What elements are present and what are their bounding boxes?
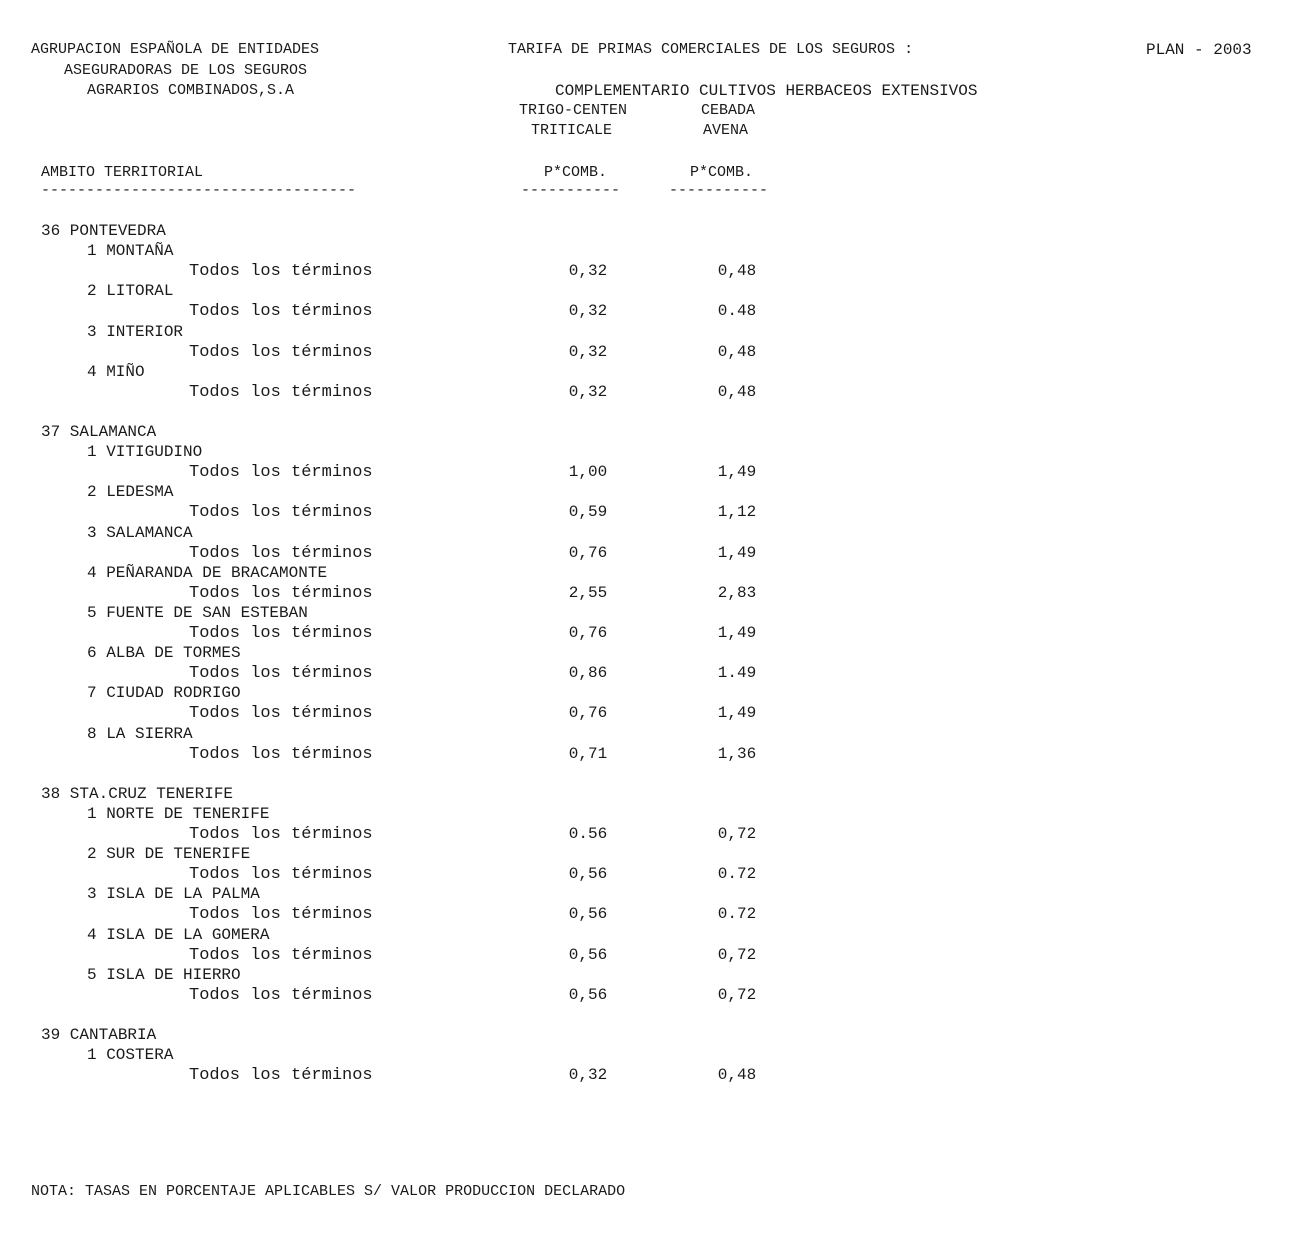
rate-trigo-centeno-triticale: 0,32 bbox=[568, 262, 608, 281]
rate-trigo-centeno-triticale: 0,56 bbox=[568, 865, 608, 884]
rate-cebada-avena: 2,83 bbox=[717, 583, 757, 602]
rate-cebada-avena: 1,49 bbox=[717, 704, 757, 723]
rate-trigo-centeno-triticale: 0,56 bbox=[568, 905, 608, 924]
zone-row: 1 VITIGUDINO bbox=[87, 443, 203, 462]
column-1-header-line-1: TRIGO-CENTEN bbox=[519, 102, 628, 119]
column-1-subheader: P*COMB. bbox=[544, 164, 608, 181]
rate-trigo-centeno-triticale: 2,55 bbox=[568, 583, 608, 602]
province-row: 36 PONTEVEDRA bbox=[41, 222, 166, 240]
rate-cebada-avena: 0,48 bbox=[717, 342, 757, 361]
territory-rule: ----------------------------------- bbox=[41, 182, 357, 199]
zone-row: 2 LITORAL bbox=[87, 282, 174, 301]
rate-cebada-avena: 0,72 bbox=[717, 985, 757, 1004]
rate-trigo-centeno-triticale: 0,32 bbox=[568, 382, 608, 401]
province-row: 39 CANTABRIA bbox=[41, 1026, 157, 1044]
rate-cebada-avena: 0,48 bbox=[717, 262, 757, 281]
rate-trigo-centeno-triticale: 0,56 bbox=[568, 985, 608, 1004]
zone-row: 3 INTERIOR bbox=[87, 322, 184, 341]
rate-cebada-avena: 0.72 bbox=[717, 905, 757, 924]
rate-cebada-avena: 0.72 bbox=[717, 865, 757, 884]
province-row: 38 STA.CRUZ TENERIFE bbox=[41, 784, 234, 803]
rate-cebada-avena: 0,72 bbox=[717, 945, 757, 964]
term-row: Todos los términos bbox=[189, 985, 373, 1005]
organization-line-1: AGRUPACION ESPAÑOLA DE ENTIDADES bbox=[31, 41, 320, 58]
term-row: Todos los términos bbox=[189, 664, 373, 684]
term-row: Todos los términos bbox=[189, 583, 373, 603]
column-2-rule: ----------- bbox=[669, 182, 769, 199]
rate-cebada-avena: 1.49 bbox=[717, 664, 757, 683]
rate-trigo-centeno-triticale: 0,76 bbox=[568, 543, 608, 562]
zone-row: 5 FUENTE DE SAN ESTEBAN bbox=[87, 603, 308, 622]
term-row: Todos los términos bbox=[189, 503, 373, 523]
organization-line-2: ASEGURADORAS DE LOS SEGUROS bbox=[64, 62, 308, 79]
rate-trigo-centeno-triticale: 0,76 bbox=[568, 704, 608, 723]
column-2-subheader: P*COMB. bbox=[690, 164, 754, 181]
zone-row: 1 MONTAÑA bbox=[87, 242, 174, 261]
tariff-title-line-2: COMPLEMENTARIO CULTIVOS HERBACEOS EXTENSIVOS bbox=[555, 82, 978, 100]
column-2-header-line-1: CEBADA bbox=[701, 102, 756, 119]
zone-row: 4 PEÑARANDA DE BRACAMONTE bbox=[87, 563, 328, 582]
term-row: Todos los términos bbox=[189, 624, 373, 643]
zone-row: 8 LA SIERRA bbox=[87, 724, 193, 743]
rate-trigo-centeno-triticale: 0,32 bbox=[568, 1066, 608, 1085]
term-row: Todos los términos bbox=[189, 744, 373, 764]
zone-row: 2 SUR DE TENERIFE bbox=[87, 845, 251, 864]
term-row: Todos los términos bbox=[189, 302, 373, 322]
zone-row: 3 ISLA DE LA PALMA bbox=[87, 885, 260, 904]
term-row: Todos los términos bbox=[189, 262, 373, 282]
zone-row: 1 COSTERA bbox=[87, 1046, 174, 1065]
column-2-header-line-2: AVENA bbox=[703, 122, 749, 139]
zone-row: 7 CIUDAD RODRIGO bbox=[87, 684, 241, 703]
plan-label: PLAN - 2003 bbox=[1146, 41, 1252, 59]
zone-row: 2 LEDESMA bbox=[87, 483, 174, 502]
zone-row: 5 ISLA DE HIERRO bbox=[87, 965, 241, 984]
term-row: Todos los términos bbox=[189, 865, 373, 885]
rate-trigo-centeno-triticale: 0,76 bbox=[568, 624, 608, 642]
zone-row: 6 ALBA DE TORMES bbox=[87, 644, 241, 663]
term-row: Todos los términos bbox=[189, 382, 373, 402]
rate-cebada-avena: 1,36 bbox=[717, 744, 757, 763]
organization-line-3: AGRARIOS COMBINADOS,S.A bbox=[87, 82, 295, 99]
footer-note: NOTA: TASAS EN PORCENTAJE APLICABLES S/ VALOR PRODUCCION DECLARADO bbox=[31, 1183, 626, 1200]
term-row: Todos los términos bbox=[189, 543, 373, 563]
term-row: Todos los términos bbox=[189, 342, 373, 362]
rate-cebada-avena: 0,48 bbox=[717, 1066, 757, 1085]
column-1-header-line-2: TRITICALE bbox=[531, 122, 613, 139]
tariff-title-line-1: TARIFA DE PRIMAS COMERCIALES DE LOS SEGUROS : bbox=[508, 41, 914, 58]
rate-trigo-centeno-triticale: 0,56 bbox=[568, 945, 608, 964]
term-row: Todos los términos bbox=[189, 905, 373, 925]
term-row: Todos los términos bbox=[189, 825, 373, 844]
rate-cebada-avena: 0.48 bbox=[717, 302, 757, 321]
term-row: Todos los términos bbox=[189, 704, 373, 724]
rate-trigo-centeno-triticale: 1,00 bbox=[568, 463, 608, 482]
term-row: Todos los términos bbox=[189, 945, 373, 965]
zone-row: 4 MIÑO bbox=[87, 362, 145, 381]
rate-trigo-centeno-triticale: 0,71 bbox=[568, 744, 608, 763]
column-1-rule: ----------- bbox=[521, 182, 621, 199]
rate-trigo-centeno-triticale: 0,32 bbox=[568, 302, 608, 321]
rate-cebada-avena: 1,49 bbox=[717, 543, 757, 562]
term-row: Todos los términos bbox=[189, 463, 373, 483]
zone-row: 4 ISLA DE LA GOMERA bbox=[87, 925, 270, 944]
rate-trigo-centeno-triticale: 0,32 bbox=[568, 342, 608, 361]
zone-row: 1 NORTE DE TENERIFE bbox=[87, 804, 270, 823]
rate-cebada-avena: 1,49 bbox=[717, 463, 757, 482]
territory-header: AMBITO TERRITORIAL bbox=[41, 164, 204, 181]
zone-row: 3 SALAMANCA bbox=[87, 523, 193, 542]
rate-cebada-avena: 0,72 bbox=[717, 825, 757, 843]
rate-cebada-avena: 0,48 bbox=[717, 382, 757, 401]
rate-trigo-centeno-triticale: 0,59 bbox=[568, 503, 608, 522]
rate-cebada-avena: 1,49 bbox=[717, 624, 757, 642]
term-row: Todos los términos bbox=[189, 1066, 373, 1086]
province-row: 37 SALAMANCA bbox=[41, 423, 157, 441]
rate-cebada-avena: 1,12 bbox=[717, 503, 757, 522]
rate-trigo-centeno-triticale: 0,86 bbox=[568, 664, 608, 683]
rate-trigo-centeno-triticale: 0.56 bbox=[568, 825, 608, 843]
